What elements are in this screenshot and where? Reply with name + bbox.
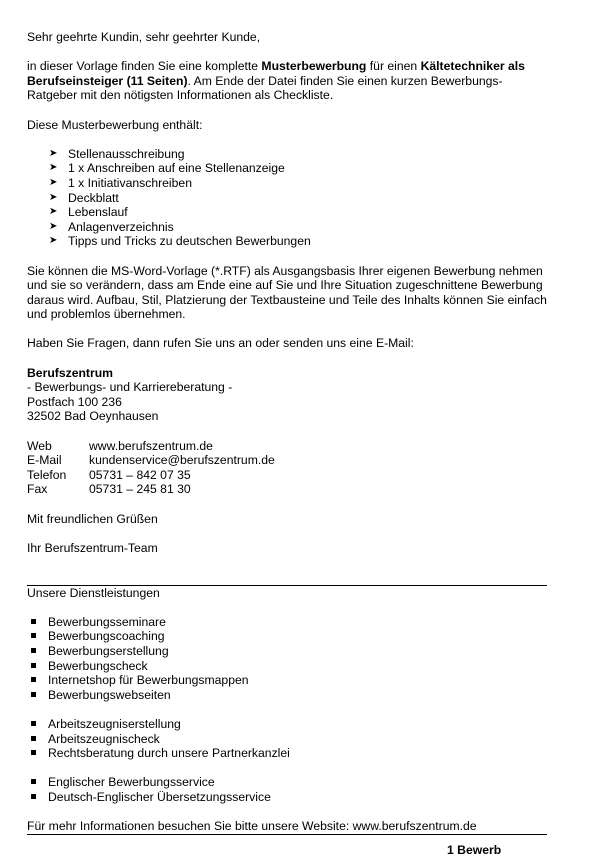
square-bullet-icon [31,794,36,799]
arrow-bullet-icon: ➤ [49,176,58,188]
contact-row-fax: Fax 05731 – 245 81 30 [27,482,275,497]
list-item: Internetshop für Bewerbungsmappen [31,673,547,688]
contact-row-web: Web www.berufszentrum.de [27,439,275,454]
intro-paragraph [27,59,547,103]
square-bullet-icon [31,677,36,682]
square-bullet-icon [31,779,36,784]
contact-row-email: E-Mail kundenservice@berufszentrum.de [27,453,275,468]
list-item: Bewerbungswebseiten [31,688,547,703]
list-item: Rechtsberatung durch unsere Partnerkanzlei [31,746,547,761]
web-link[interactable]: www.berufszentrum.de [89,438,213,453]
contact-table [27,439,275,497]
arrow-bullet-icon: ➤ [49,235,58,247]
list-item: ➤ Stellenausschreibung [49,146,185,161]
intro-text-2: für einen [366,59,421,74]
square-bullet-icon [31,663,36,668]
intro-bold-product: Musterbewerbung [261,59,367,74]
greeting: Sehr geehrte Kundin, sehr geehrter Kunde, [27,30,261,44]
services-list-2 [27,717,547,761]
document-page [27,30,547,835]
list-item: ➤ Lebenslauf [49,205,128,220]
list-item: Englischer Bewerbungsservice [31,775,547,790]
intro-bold-profession: Kältetechniker als Berufseinsteiger (11 Seiten) [27,59,525,88]
email-link[interactable]: kundenservice@berufszentrum.de [89,453,275,468]
square-bullet-icon [31,750,36,755]
footer-website-text: Für mehr Informationen besuchen Sie bitte unsere Website: www.berufszentrum.de [27,819,477,834]
arrow-bullet-icon: ➤ [49,206,58,218]
list-item: Arbeitszeugniserstellung [31,717,547,732]
address-block [27,366,547,424]
list-item: ➤ Anlagenverzeichnis [49,219,174,234]
list-item: Bewerbungsseminare [31,615,547,630]
closing-line: Mit freundlichen Grüßen [27,511,158,526]
next-page-heading-fragment: 1 Bewerb [447,843,502,857]
address-city: 32502 Bad Oeynhausen [27,409,159,424]
list-item: ➤ Tipps und Tricks zu deutschen Bewerbungen [49,234,311,249]
arrow-bullet-icon: ➤ [49,220,58,232]
footer-divider-line [27,834,547,835]
services-list-1 [27,615,547,703]
usage-paragraph: Sie können die MS-Word-Vorlage (*.RTF) als Ausgangsbasis Ihrer eigenen Bewerbung nehmen und sie so verändern, dass am Ende eine auf Sie und Ihre Situation zugeschnittene Bewerbung daraus wird. Aufbau, Stil, Platzierung der Textbausteine und Teile des Inhalts können Sie einfach und problemlos übernehmen. [27,263,547,322]
arrow-bullet-icon: ➤ [49,191,58,203]
square-bullet-icon [31,692,36,697]
arrow-bullet-icon: ➤ [49,162,58,174]
list-item: Deutsch-Englischer Übersetzungsservice [31,790,547,805]
list-item: ➤ Deckblatt [49,190,119,205]
list-item: Bewerbungscheck [31,659,547,674]
address-street: Postfach 100 236 [27,394,122,409]
company-tagline: - Bewerbungs- und Karriereberatung - [27,380,233,395]
list-item: Arbeitszeugnischeck [31,732,547,747]
questions-paragraph: Haben Sie Fragen, dann rufen Sie uns an oder senden uns eine E-Mail: [27,336,414,351]
square-bullet-icon [31,721,36,726]
square-bullet-icon [31,633,36,638]
list-item: ➤ 1 x Anschreiben auf eine Stellenanzeige [49,161,285,176]
list-item: Bewerbungscoaching [31,629,547,644]
list-item: ➤ 1 x Initiativanschreiben [49,175,192,190]
contents-heading: Diese Musterbewerbung enthält: [27,117,203,132]
square-bullet-icon [31,736,36,741]
square-bullet-icon [31,648,36,653]
contents-list [27,147,547,249]
intro-text-3: . Am Ende der Datei finden Sie einen kurzen Bewerbungs-Ratgeber mit den nötigsten Informationen als Checkliste. [27,73,503,103]
signature-line: Ihr Berufszentrum-Team [27,540,158,555]
fax-value: 05731 – 245 81 30 [89,482,191,497]
list-item: Bewerbungserstellung [31,644,547,659]
company-name: Berufszentrum [27,365,114,380]
arrow-bullet-icon: ➤ [49,147,58,159]
services-heading: Unsere Dienstleistungen [27,585,160,600]
phone-value: 05731 – 842 07 35 [89,467,191,482]
square-bullet-icon [31,619,36,624]
contact-row-phone: Telefon 05731 – 842 07 35 [27,468,275,483]
services-list-3 [27,775,547,804]
intro-text-1: in dieser Vorlage finden Sie eine komplette [27,59,262,74]
